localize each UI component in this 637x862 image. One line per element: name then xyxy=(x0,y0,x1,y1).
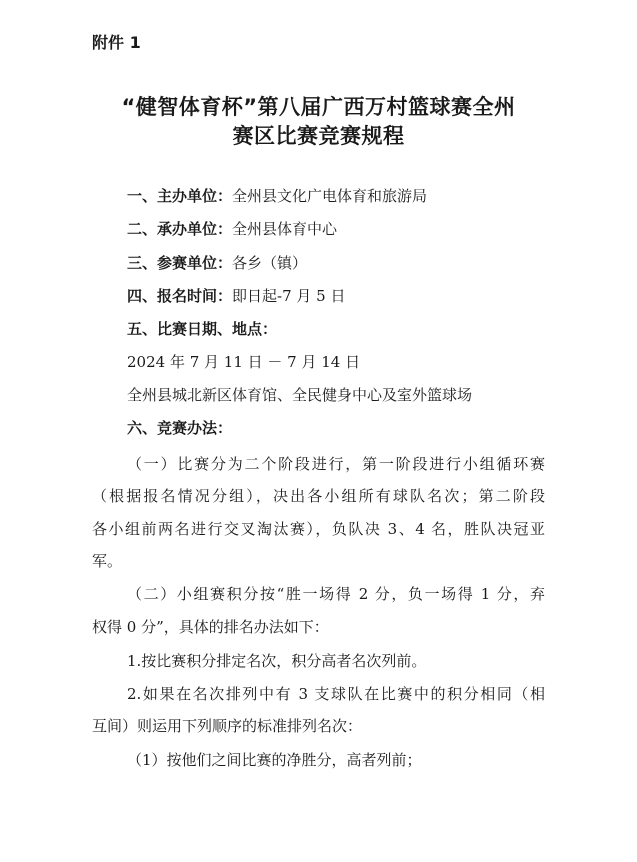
para1-line-2: （根据报名情况分组），决出各小组所有球队名次；第二阶段 xyxy=(92,487,545,505)
date-line: 2024 年 7 月 11 日 － 7 月 14 日 xyxy=(127,353,361,371)
attachment-label: 附件 1 xyxy=(92,33,141,52)
item-organizer xyxy=(127,186,427,206)
item-date-venue-label: 五、比赛日期、地点： xyxy=(127,320,278,338)
para1-line-3: 各小组前两名进行交叉淘汰赛），负队决 3、4 名，胜队决冠亚 xyxy=(92,520,545,538)
para1-line-1: （一）比赛分为二个阶段进行，第一阶段进行小组循环赛 xyxy=(127,455,545,473)
rule-2-sub-1: （1）按他们之间比赛的净胜分，高者列前； xyxy=(127,751,422,769)
item-participants xyxy=(127,253,307,273)
item-date-venue xyxy=(127,319,277,339)
rule-2-line-2: 互间）则运用下列顺序的标准排列名次： xyxy=(92,717,363,735)
item-participants-label: 三、参赛单位： xyxy=(127,254,233,272)
item-registration-time xyxy=(127,286,345,306)
para2-line-2: 权得 0 分”，具体的排名办法如下： xyxy=(92,618,329,636)
rule-2-line-1: 2.如果在名次排列中有 3 支球队在比赛中的积分相同（相 xyxy=(127,685,545,703)
item-participants-value: 各乡（镇） xyxy=(232,254,308,272)
item-organizer-value: 全州县文化广电体育和旅游局 xyxy=(232,187,428,205)
item-undertaker-label: 二、承办单位： xyxy=(127,220,233,238)
item-undertaker-value: 全州县体育中心 xyxy=(232,220,338,238)
document-title-line-2: 赛区比赛竞赛规程 xyxy=(232,124,405,148)
item-registration-time-label: 四、报名时间： xyxy=(127,287,233,305)
para1-line-4: 军。 xyxy=(92,552,123,570)
section-6-heading: 六、竞赛办法： xyxy=(127,419,233,437)
rule-1: 1.按比赛积分排定名次，积分高者名次列前。 xyxy=(127,652,427,670)
item-registration-time-value: 即日起-7 月 5 日 xyxy=(232,287,346,305)
document-title-line-1: “健智体育杯”第八届广西万村篮球赛全州 xyxy=(121,95,516,119)
venue-line: 全州县城北新区体育馆、全民健身中心及室外篮球场 xyxy=(127,386,473,404)
item-organizer-label: 一、主办单位： xyxy=(127,187,233,205)
item-undertaker xyxy=(127,219,337,239)
para2-line-1: （二）小组赛积分按“胜一场得 2 分，负一场得 1 分，弃 xyxy=(127,585,545,603)
